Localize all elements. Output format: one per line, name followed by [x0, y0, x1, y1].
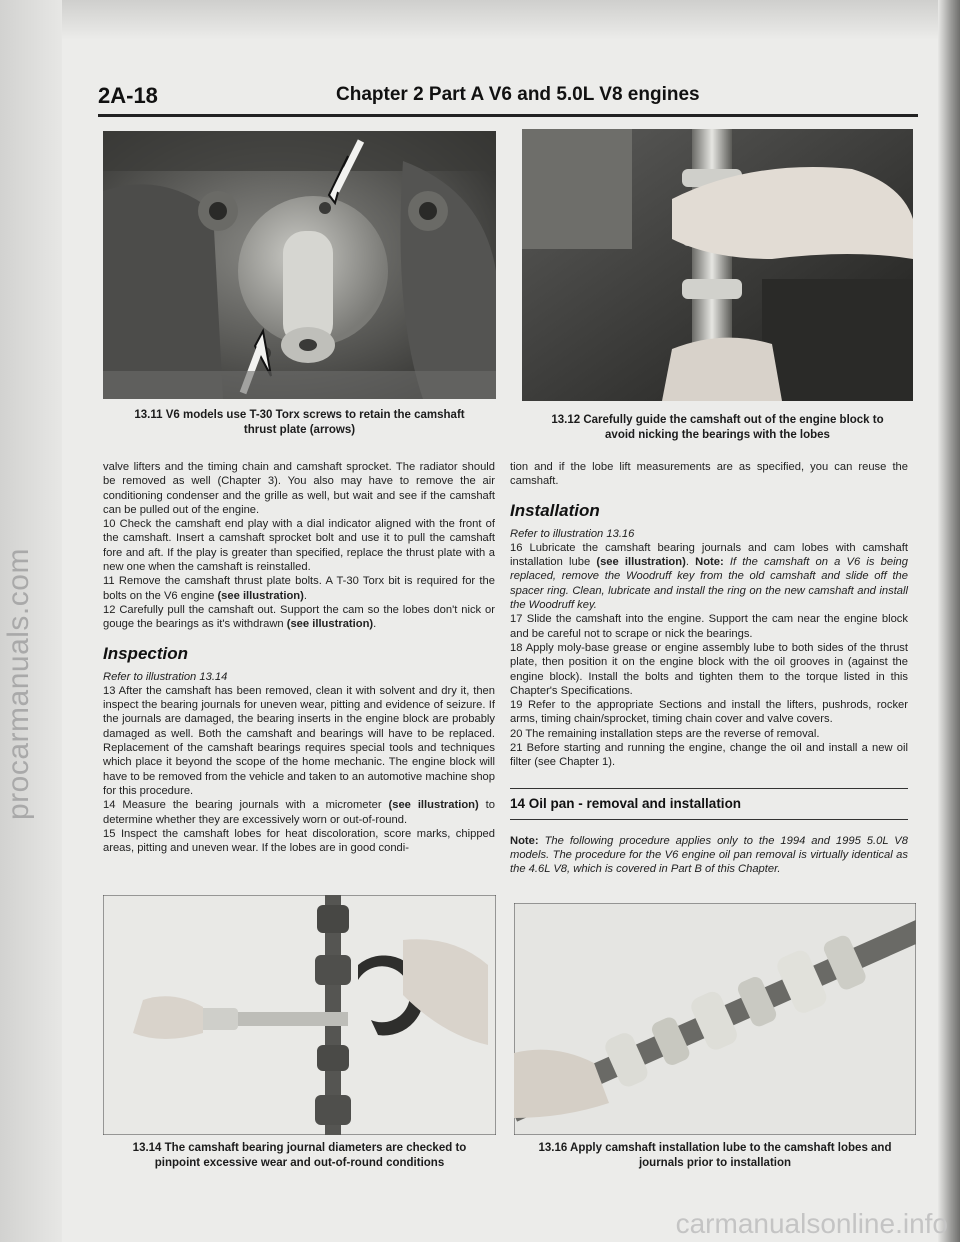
header-rule — [98, 114, 918, 117]
paragraph-step-12: 12 Carefully pull the camshaft out. Support the cam so the lobes don't nick or gouge the bearings as it's withdrawn (see illustration). — [103, 603, 495, 631]
page-shadow-top — [0, 0, 960, 40]
heading-inspection: Inspection — [103, 643, 189, 663]
paragraph-step-13: 13 After the camshaft has been removed, clean it with solvent and dry it, then inspect the bearing journals for uneven wear, pitting and evidence of seizure. If the journals are damaged, the bearing inserts in the engine block are probably damaged as well. Both the camshaft and bearings will have to be replaced. Replacement of the camshaft bearings requires special tools and techniques which place it beyond the scope of the home mechanic. The engine block will have to be removed from the vehicle and taken to an automotive machine shop for this procedure. — [103, 684, 495, 797]
paragraph-step-15: 15 Inspect the camshaft lobes for heat discoloration, score marks, chipped areas, pitting and uneven wear. If the lobes are in good condi- — [103, 827, 495, 855]
left-text-column — [103, 460, 495, 855]
figure-caption-13-12: 13.12 Carefully guide the camshaft out of the engine block to avoid nicking the bearings with the lobes — [551, 414, 884, 441]
section-14-title: 14 Oil pan - removal and installation — [510, 795, 742, 811]
paragraph-intro: valve lifters and the timing chain and camshaft sprocket. The radiator should be removed as well (Chapter 3). You also may have to remove the air conditioning condenser and the grille as well, but wait and see if the camshaft can be pulled out of the engine. — [103, 461, 495, 516]
figure-caption-13-11: 13.11 V6 models use T-30 Torx screws to retain the camshaft thrust plate (arrows) — [134, 409, 465, 436]
paragraph-step-11: 11 Remove the camshaft thrust plate bolts. A T-30 Torx bit is required for the bolts on the V6 engine (see illustration). — [103, 575, 495, 602]
photo-micrometer-journal — [103, 895, 496, 1135]
paragraph-step-17: 17 Slide the camshaft into the engine. Support the cam near the engine block and be careful not to scrape or nick the bearings. — [510, 613, 908, 640]
figure-caption-13-16: 13.16 Apply camshaft installation lube to the camshaft lobes and journals prior to installation — [538, 1142, 892, 1169]
refer-illustration-13-14: Refer to illustration 13.14 — [103, 670, 228, 683]
section-rule-bottom — [510, 819, 908, 820]
paragraph-step-20: 20 The remaining installation steps are the reverse of removal. — [510, 727, 820, 740]
bottom-watermark: carmanualsonline.info — [675, 1208, 948, 1239]
paragraph-step-21: 21 Before starting and running the engine, change the oil and install a new oil filter (see Chapter 1). — [510, 742, 908, 769]
paragraph-step-18: 18 Apply moly-base grease or engine assembly lube to both sides of the thrust plate, then position it on the engine block with the oil grooves in (against the engine block). Install the bolts and tighten them to the torque listed in this Chapter's Specifications. — [510, 641, 908, 697]
right-text-column — [510, 460, 908, 877]
section-rule-top — [510, 788, 908, 789]
paragraph-note: Note: The following procedure applies only to the 1994 and 1995 5.0L V8 models. The procedure for the V6 engine oil pan removal is virtually identical as the 4.6L V8, which is covered in Part B of this Chapter. — [510, 834, 908, 876]
paragraph-continued: tion and if the lobe lift measurements are as specified, you can reuse the camshaft. — [510, 461, 908, 488]
side-watermark — [2, 780, 36, 820]
paragraph-step-10: 10 Check the camshaft end play with a dial indicator aligned with the front of the camshaft. Insert a camshaft sprocket bolt and use it to pull the camshaft fore and aft. If the play is greater than specified, replace the thrust plate with a new one when the camshaft is reinstalled. — [103, 518, 495, 574]
paragraph-step-19: 19 Refer to the appropriate Sections and install the lifters, pushrods, rocker arms, timing chain/sprocket, timing chain cover and valve covers. — [510, 699, 908, 726]
chapter-title: Chapter 2 Part A V6 and 5.0L V8 engines — [336, 84, 700, 105]
photo-camshaft-thrust-plate — [103, 131, 496, 399]
page-binding-shadow — [938, 0, 960, 1242]
paragraph-step-16: 16 Lubricate the camshaft bearing journals and cam lobes with camshaft installation lube (see illustration). Note: If the camshaft on a V6 is being replaced, remove the Woodruff key from the old camshaft and slide off the spacer ring. Clean, lubricate and install the ring on the new camshaft and install the Woodruff key. — [510, 541, 908, 612]
heading-installation: Installation — [510, 500, 600, 520]
photo-camshaft-lube — [514, 903, 916, 1135]
figure-caption-13-14: 13.14 The camshaft bearing journal diameters are checked to pinpoint excessive wear and out-of-round conditions — [132, 1142, 467, 1169]
page-header — [98, 83, 918, 115]
paragraph-step-14: 14 Measure the bearing journals with a micrometer (see illustration) to determine whether they are excessively worn or out-of-round. — [103, 799, 495, 826]
page-number: 2A-18 — [98, 83, 158, 108]
photo-camshaft-removal — [522, 129, 913, 401]
refer-illustration-13-16: Refer to illustration 13.16 — [510, 527, 635, 540]
